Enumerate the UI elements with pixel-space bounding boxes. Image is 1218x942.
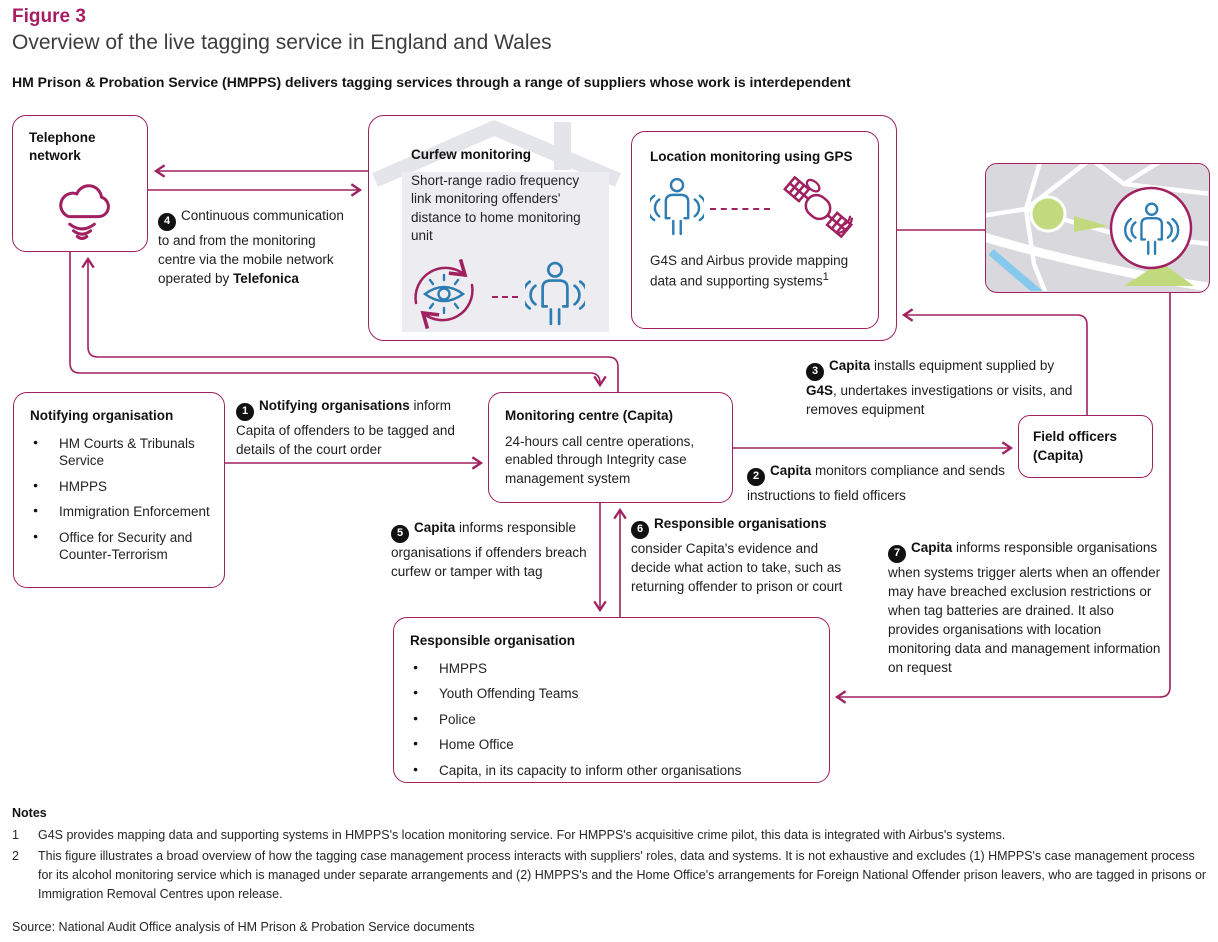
step-number-badge: 2 [747, 468, 765, 486]
footnote-marker: 1 [822, 271, 829, 284]
note-text: This figure illustrates a broad overview of how the tagging case management process interacts with suppliers' roles, data and systems. It is not exhaustive and excludes (1) HMPPS's case management process for its alcohol monitoring service which is managed under separate arrangements and (2) HMPPS's and the Home Office's arrangements for Foreign National Offender prison leavers, who are tagged in prisons or Immigration Removal Centres upon release. [38, 849, 1207, 901]
telephone-network-title: Telephone network [29, 130, 96, 163]
home-monitoring-box [368, 115, 897, 341]
field-officers-box [1018, 415, 1153, 478]
annotation-3: 3 Capita installs equipment supplied by G4S, undertakes investigations or visits, and removes equipment [806, 358, 1073, 417]
figure-title: Overview of the live tagging service in England and Wales [12, 31, 552, 54]
tagged-person-icon [525, 261, 585, 332]
responsible-organisation-list [410, 660, 813, 780]
list-item: ● Police [410, 711, 813, 729]
curfew-monitoring-title: Curfew monitoring [411, 147, 531, 162]
gps-signal-dashes [710, 208, 770, 210]
figure-subtitle: HM Prison & Probation Service (HMPPS) delivers tagging services through a range of suppliers whose work is interdependent [12, 74, 851, 90]
gps-monitoring-title: Location monitoring using GPS [650, 149, 853, 164]
annotation-5: 5 Capita informs responsible organisations if offenders breach curfew or tamper with tag [391, 520, 587, 579]
notes-heading: Notes [12, 806, 47, 820]
step-number-badge: 4 [158, 213, 176, 231]
responsible-organisation-title: Responsible organisation [410, 633, 576, 648]
list-item: ● Home Office [410, 736, 813, 754]
annotation-7: 7 Capita informs responsible organisations when systems trigger alerts when an offender may have breached exclusion restrictions or when tag batteries are drained. It also provides organisations with location monitoring data and management information on request [888, 540, 1161, 675]
gps-monitoring-box [631, 131, 879, 329]
telephone-network-box [12, 115, 148, 252]
annotation-6: 6 Responsible organisations consider Capita's evidence and decide what action to take, such as returning offender to prison or court [631, 516, 843, 594]
tagged-person-icon [650, 177, 704, 242]
list-item: ● Youth Offending Teams [410, 685, 813, 703]
curfew-monitoring-body: Short-range radio frequency link monitoring offenders' distance to home monitoring unit [411, 172, 581, 244]
list-item: ● Office for Security and Counter-Terrorism [30, 529, 214, 564]
radio-link-dashes [492, 296, 518, 298]
note-2: 2 This figure illustrates a broad overview of how the tagging case management process interacts with suppliers' roles, data and systems. It is not exhaustive and excludes (1) HMPPS's case management process for its alcohol monitoring service which is managed under separate arrangements and (2) HMPPS's and the Home Office's arrangements for Foreign National Offender prison leavers, who are tagged in prisons or Immigration Removal Centres upon release. [12, 847, 1208, 903]
gps-monitoring-body: G4S and Airbus provide mapping data and supporting systems$^1$ [650, 252, 849, 289]
monitoring-centre-title: Monitoring centre (Capita) [505, 408, 673, 423]
field-officers-title: Field officers (Capita) [1033, 429, 1118, 463]
note-text: G4S provides mapping data and supporting systems in HMPPS's location monitoring service. For HMPPS's acquisitive crime pilot, this data is integrated with Airbus's systems. [38, 828, 1006, 842]
responsible-organisation-box [393, 617, 830, 783]
list-item: ● HMPPS [410, 660, 813, 678]
cloud-network-icon [47, 178, 131, 247]
step-number-badge: 6 [631, 521, 649, 539]
monitoring-centre-box [488, 392, 733, 503]
notifying-organisation-list [30, 435, 214, 564]
note-1: 1 G4S provides mapping data and supporting systems in HMPPS's location monitoring service. For HMPPS's acquisitive crime pilot, this data is integrated with Airbus's systems. [12, 826, 1208, 845]
monitoring-centre-body: 24-hours call centre operations, enabled through Integrity case management system [505, 433, 695, 486]
step-number-badge: 1 [236, 403, 254, 421]
source-line: Source: National Audit Office analysis of HM Prison & Probation Service documents [12, 920, 475, 934]
annotation-2: 2 Capita monitors compliance and sends instructions to field officers [747, 463, 1005, 503]
list-item: ● HMPPS [30, 478, 214, 496]
notifying-organisation-title: Notifying organisation [30, 408, 174, 423]
list-item: ● HM Courts & Tribunals Service [30, 435, 214, 470]
annotation-4: 4 Continuous communication to and from the monitoring centre via the mobile network operated by Telefonica [158, 208, 344, 286]
list-item: ● Immigration Enforcement [30, 503, 214, 521]
map-image [985, 163, 1210, 293]
notifying-organisation-box [13, 392, 225, 588]
annotation-1: 1 Notifying organisations inform Capita of offenders to be tagged and details of the court order [236, 398, 455, 457]
figure-label: Figure 3 [12, 6, 86, 27]
list-item: ● Capita, in its capacity to inform other organisations [410, 762, 813, 780]
satellite-icon [776, 175, 860, 244]
step-number-badge: 5 [391, 525, 409, 543]
step-number-badge: 7 [888, 545, 906, 563]
step-number-badge: 3 [806, 363, 824, 381]
surveillance-eye-icon [403, 254, 485, 339]
